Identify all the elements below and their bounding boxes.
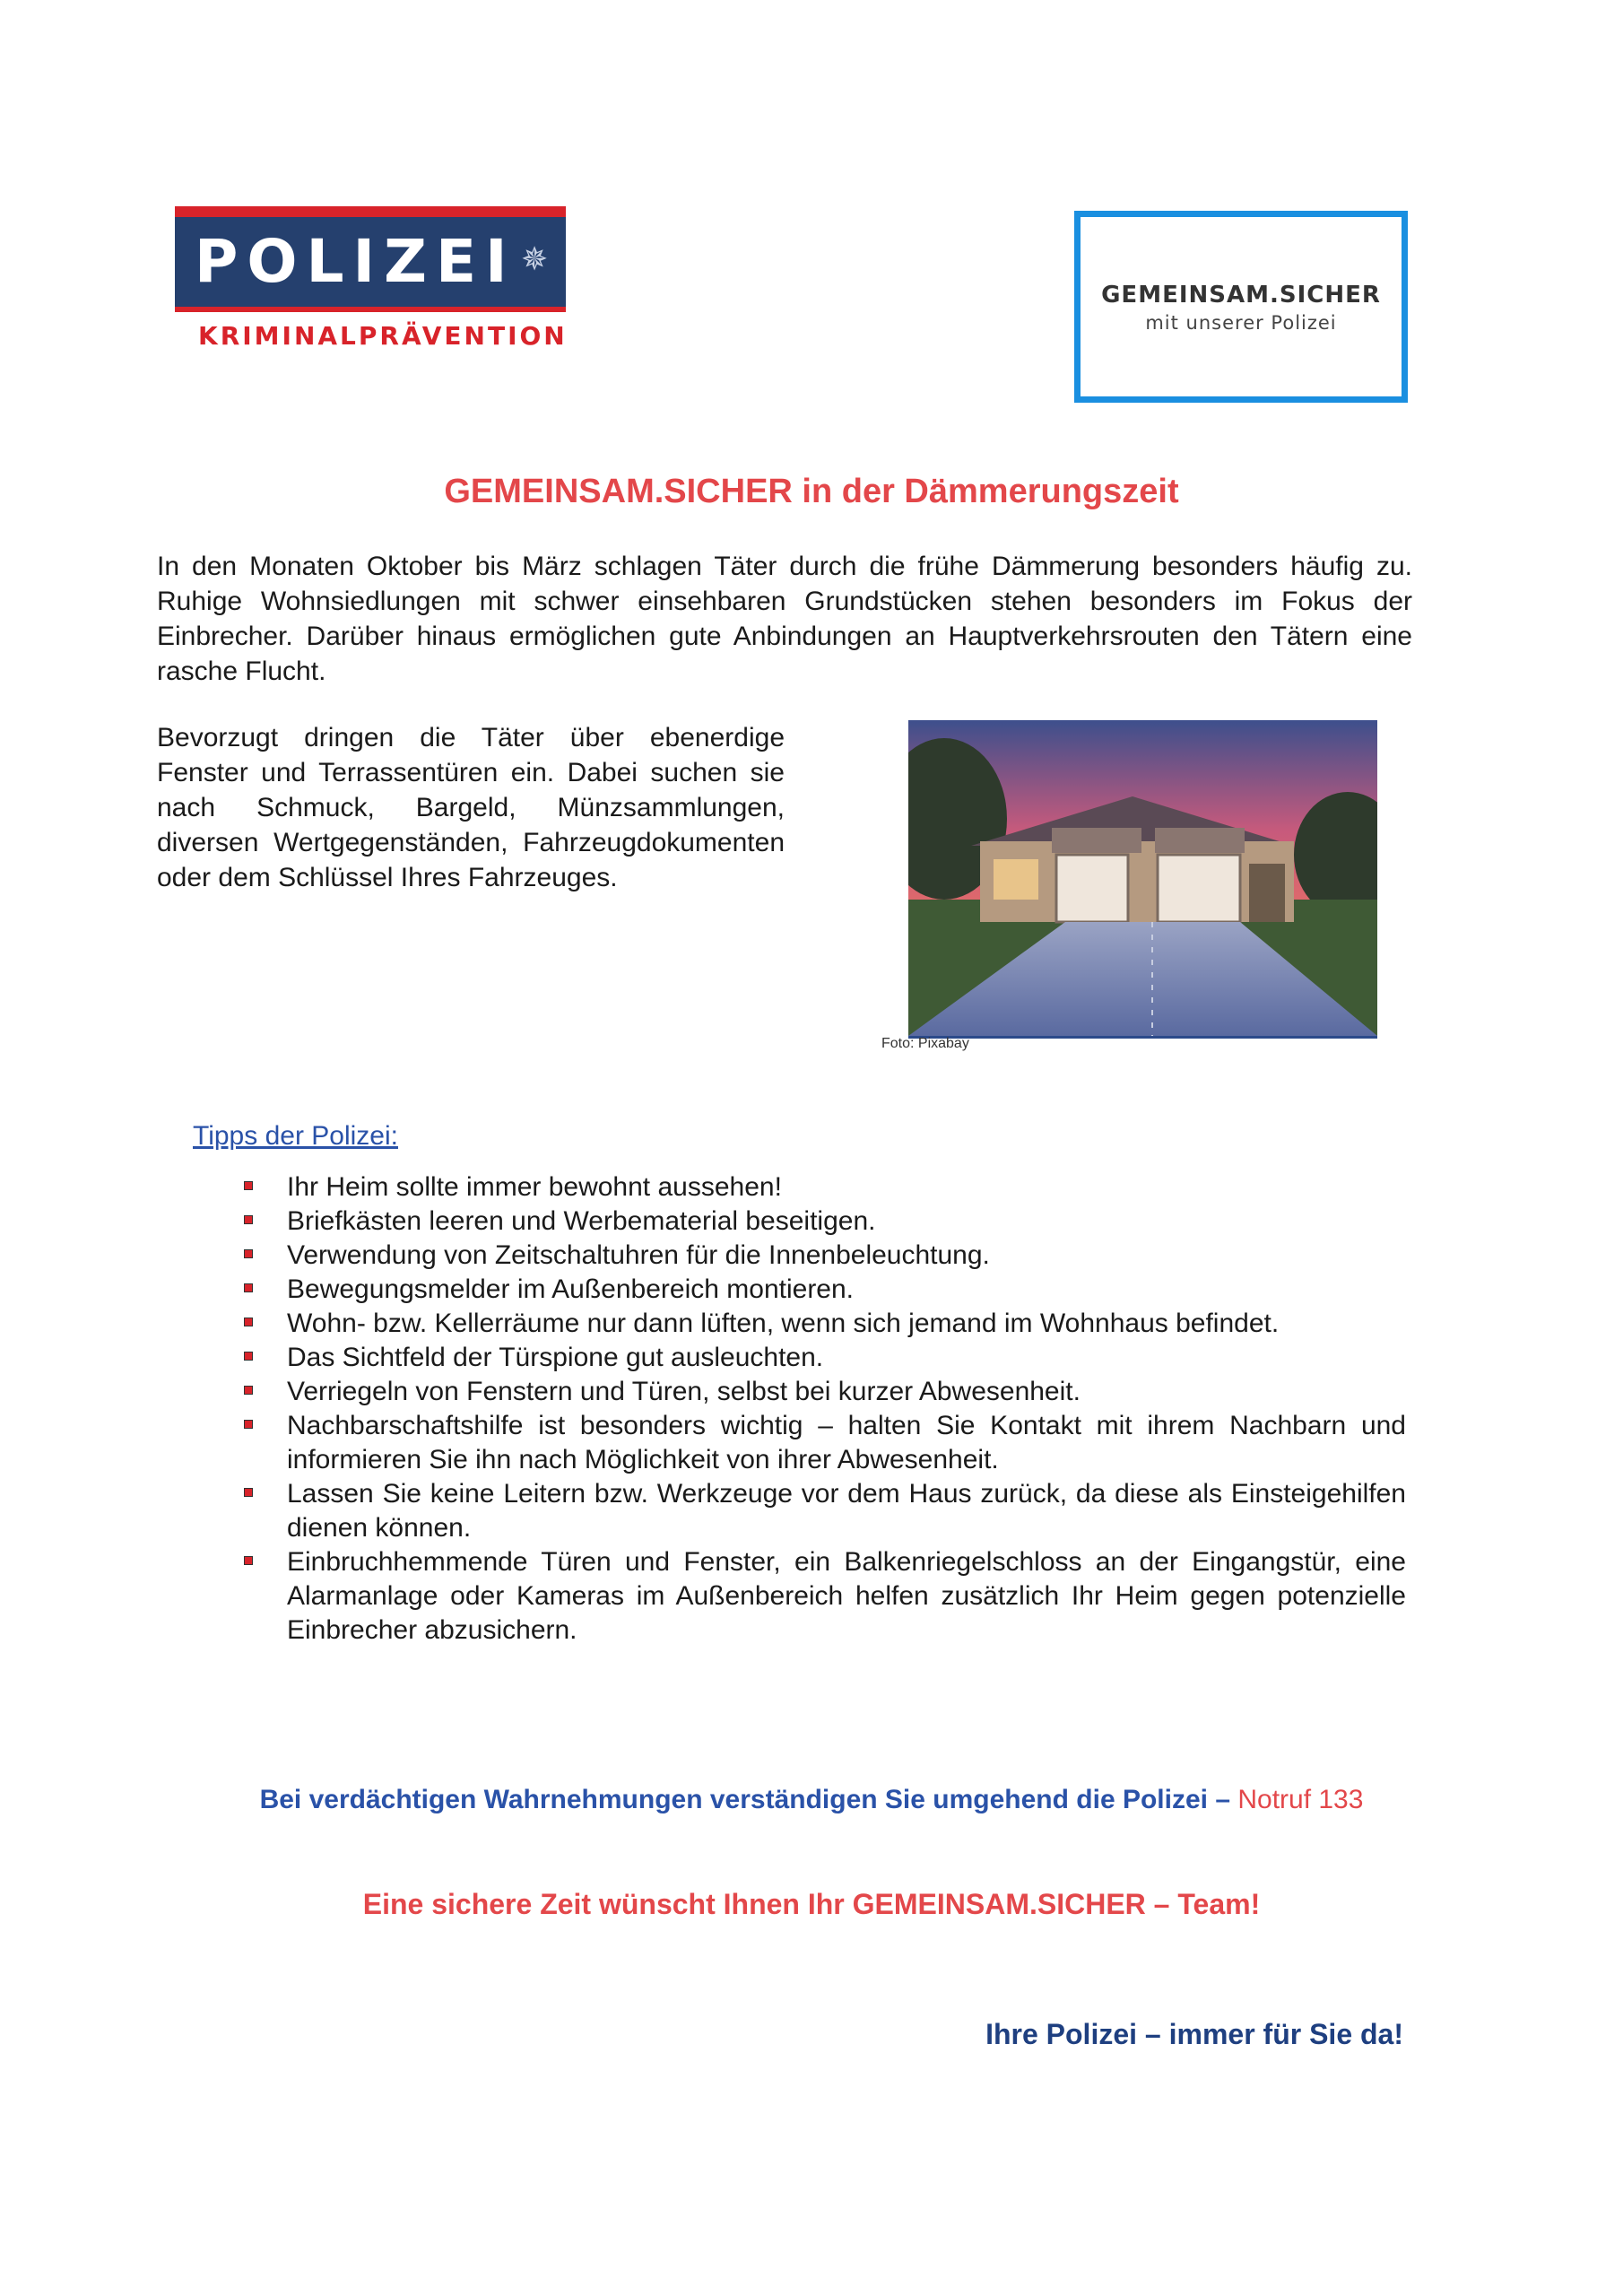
bullet-icon [244,1181,253,1190]
gemeinsam-sicher-tagline: mit unserer Polizei [1145,312,1337,334]
tip-text: Verriegeln von Fenstern und Türen, selbst bei kurzer Abwesenheit. [287,1377,1081,1406]
bullet-icon [244,1318,253,1326]
polizei-logo [175,206,566,351]
bullet-icon [244,1283,253,1292]
eagle-emblem-icon: ✵ [521,241,549,278]
gemeinsam-sicher-title: GEMEINSAM.SICHER [1101,282,1381,309]
logo-red-bar [175,206,566,217]
logo-subtitle: KRIMINALPRÄVENTION [198,321,568,351]
tips-list [240,1170,1406,1648]
list-item [240,1307,1406,1341]
closing-slogan: Ihre Polizei – immer für Sie da! [985,2018,1403,2050]
burglar-method-paragraph: Bevorzugt dringen die Täter über ebenerdige Fenster und Terrassentüren ein. Dabei suchen sie nach Schmuck, Bargeld, Münzsammlungen, diversen Wertgegenständen, Fahrzeugdokumenten oder dem Schlüssel Ihres Fahrzeuges. [157,723,785,892]
list-item [240,1205,1406,1239]
tip-text: Briefkästen leeren und Werbematerial beseitigen. [287,1206,876,1236]
intro-paragraph: In den Monaten Oktober bis März schlagen Täter durch die frühe Dämmerung besonders häufig zu. Ruhige Wohnsiedlungen mit schwer einsehbaren Grundstücken stehen besonders im Fokus der Einbrecher. Darüber hinaus ermöglichen gute Anbindungen an Hauptverkehrsrouten den Tätern eine rasche Flucht. [157,552,1412,686]
tip-text: Wohn- bzw. Kellerräume nur dann lüften, wenn sich jemand im Wohnhaus befindet. [287,1309,1280,1338]
bullet-icon [244,1488,253,1497]
tips-heading: Tipps der Polizei: [193,1121,398,1151]
bullet-icon [244,1215,253,1224]
house-dusk-photo [908,720,1377,1039]
emergency-number: Notruf 133 [1237,1785,1364,1814]
notice-text: Bei verdächtigen Wahrnehmungen verständigen Sie umgehend die Polizei – [259,1785,1238,1814]
list-item [240,1170,1406,1205]
tip-text: Ihr Heim sollte immer bewohnt aussehen! [287,1172,782,1202]
list-item [240,1273,1406,1307]
bullet-icon [244,1556,253,1565]
tip-text: Das Sichtfeld der Türspione gut ausleuchten. [287,1343,824,1372]
list-item [240,1375,1406,1409]
emergency-notice [0,1785,1623,1815]
tip-text: Einbruchhemmende Türen und Fenster, ein Balkenriegelschloss an der Eingangstür, eine Alarmanlage oder Kameras im Außenbereich helfen zusätzlich Ihr Heim gegen potenzielle Einbrecher abzusichern. [287,1547,1406,1645]
list-item [240,1239,1406,1273]
logo-wordmark-block [175,217,566,307]
photo-credit: Foto: Pixabay [881,1036,969,1051]
list-item [240,1341,1406,1375]
tip-text: Lassen Sie keine Leitern bzw. Werkzeuge vor dem Haus zurück, da diese als Einsteigehilfen dienen können. [287,1479,1406,1543]
list-item [240,1409,1406,1477]
bullet-icon [244,1420,253,1429]
page-title: GEMEINSAM.SICHER in der Dämmerungszeit [444,473,1179,510]
logo-red-underline [175,307,566,312]
list-item [240,1545,1406,1648]
logo-wordmark: POLIZEI [195,227,516,296]
farewell-wish: Eine sichere Zeit wünscht Ihnen Ihr GEMEINSAM.SICHER – Team! [362,1888,1261,1920]
bullet-icon [244,1352,253,1361]
gemeinsam-sicher-logo [1074,211,1408,403]
tip-text: Verwendung von Zeitschaltuhren für die Innenbeleuchtung. [287,1240,990,1270]
tip-text: Nachbarschaftshilfe ist besonders wichtig – halten Sie Kontakt mit ihrem Nachbarn und informieren Sie ihn nach Möglichkeit von ihrer Abwesenheit. [287,1411,1406,1474]
list-item [240,1477,1406,1545]
bullet-icon [244,1386,253,1395]
bullet-icon [244,1249,253,1258]
tip-text: Bewegungsmelder im Außenbereich montieren. [287,1274,855,1304]
